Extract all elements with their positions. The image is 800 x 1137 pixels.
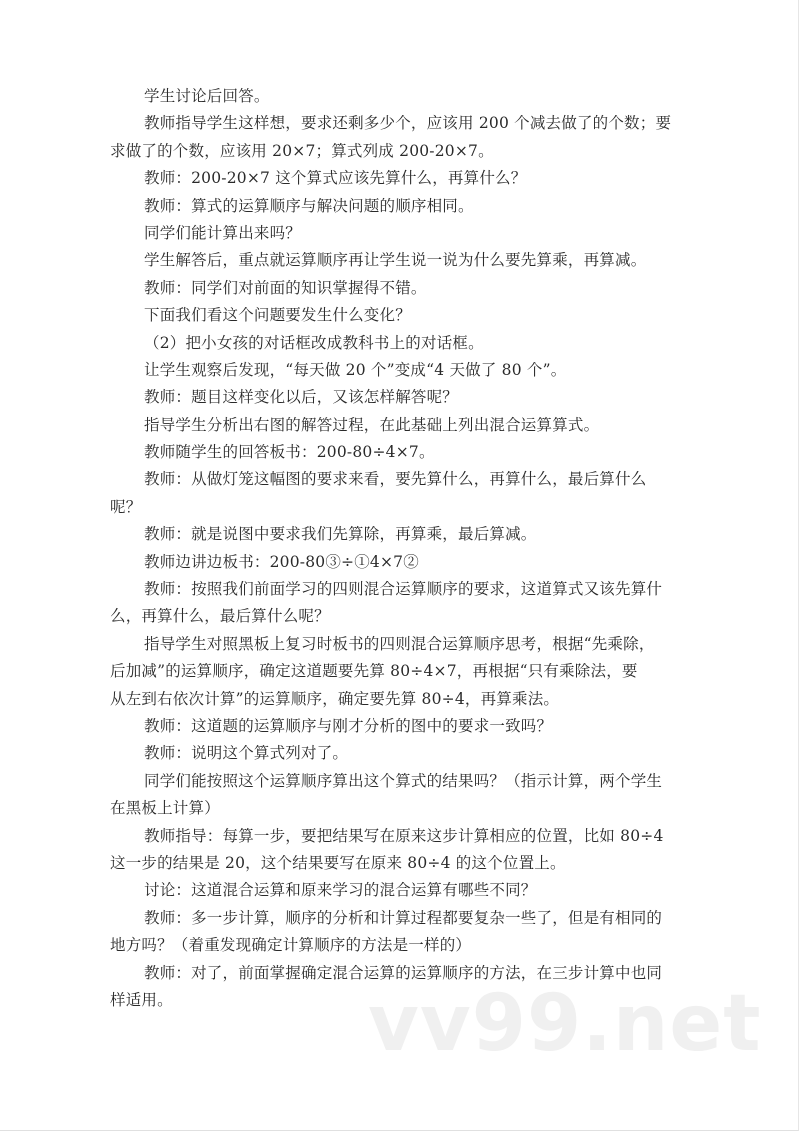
paragraph-line: 后加减”的运算顺序，确定这道题要先算 80÷4×7，再根据“只有乘除法，要 <box>110 662 638 681</box>
paragraph-line: 教师随学生的回答板书：200-80÷4×7。 <box>144 443 435 462</box>
paragraph-line: 指导学生分析出右图的解答过程，在此基础上列出混合运算算式。 <box>144 415 600 434</box>
paragraph-line: 下面我们看这个问题要发生什么变化？ <box>144 306 411 325</box>
paragraph-line: 教师：200-20×7 这个算式应该先算什么，再算什么？ <box>144 169 527 188</box>
paragraph-line: 教师边讲边板书：200-80③÷①4×7② <box>144 552 419 571</box>
paragraph-line: 教师：同学们对前面的知识掌握得不错。 <box>144 278 427 297</box>
paragraph-line: （2）把小女孩的对话框改成教科书上的对话框。 <box>144 333 484 352</box>
paragraph-line: 么，再算什么，最后算什么呢？ <box>110 607 330 626</box>
paragraph <box>110 576 690 631</box>
paragraph <box>110 220 690 247</box>
paragraph-line: 教师：算式的运算顺序与解决问题的顺序相同。 <box>144 196 474 215</box>
paragraph-line: 教师指导学生这样想，要求还剩多少个，应该用 200 个减去做了的个数；要 <box>144 114 672 133</box>
paragraph-line: 地方吗？（着重发现确定计算顺序的方法是一样的） <box>110 936 472 955</box>
paragraph <box>110 823 690 878</box>
paragraph <box>110 877 690 904</box>
paragraph <box>110 302 690 329</box>
paragraph-line: 呢？ <box>110 497 142 516</box>
paragraph <box>110 521 690 548</box>
paragraph <box>110 275 690 302</box>
paragraph-line: 教师：按照我们前面学习的四则混合运算顺序的要求，这道算式又该先算什 <box>144 580 663 599</box>
paragraph <box>110 466 690 521</box>
paragraph-line: 同学们能计算出来吗？ <box>144 223 302 242</box>
paragraph <box>110 165 690 192</box>
paragraph-line: 在黑板上计算） <box>110 799 220 818</box>
paragraph <box>110 247 690 274</box>
paragraph <box>110 193 690 220</box>
paragraph-line: 求做了的个数，应该用 20×7；算式列成 200-20×7。 <box>110 141 494 160</box>
paragraph-line: 教师：就是说图中要求我们先算除，再算乘，最后算减。 <box>144 525 537 544</box>
paragraph-line: 教师：从做灯笼这幅图的要求来看，要先算什么，再算什么，最后算什么 <box>144 470 647 489</box>
paragraph-line: 指导学生对照黑板上复习时板书的四则混合运算顺序思考，根据“先乘除， <box>144 634 655 653</box>
paragraph <box>110 384 690 411</box>
document-body <box>110 83 690 1014</box>
paragraph <box>110 905 690 960</box>
paragraph <box>110 412 690 439</box>
paragraph <box>110 357 690 384</box>
paragraph-line: 讨论：这道混合运算和原来学习的混合运算有哪些不同？ <box>144 881 537 900</box>
paragraph-line: 教师：题目这样变化以后，又该怎样解答呢？ <box>144 388 459 407</box>
paragraph <box>110 768 690 823</box>
paragraph <box>110 631 690 713</box>
paragraph-line: 样适用。 <box>110 990 173 1009</box>
paragraph <box>110 713 690 740</box>
paragraph-line: 教师指导：每算一步，要把结果写在原来这步计算相应的位置，比如 80÷4 <box>144 826 664 845</box>
paragraph <box>110 110 690 165</box>
paragraph-line: 教师：这道题的运算顺序与刚才分析的图中的要求一致吗？ <box>144 716 553 735</box>
paragraph-line: 教师：说明这个算式列对了。 <box>144 744 349 763</box>
paragraph <box>110 439 690 466</box>
paragraph-line: 同学们能按照这个运算顺序算出这个算式的结果吗？（指示计算，两个学生 <box>144 771 663 790</box>
paragraph-line: 学生讨论后回答。 <box>144 87 270 105</box>
watermark: vv99.net <box>368 979 762 1069</box>
paragraph <box>110 330 690 357</box>
paragraph-line: 让学生观察后发现，“每天做 20 个”变成“4 天做了 80 个”。 <box>144 360 567 379</box>
paragraph-line: 从左到右依次计算”的运算顺序，确定要先算 80÷4，再算乘法。 <box>110 689 560 708</box>
paragraph-line: 学生解答后，重点就运算顺序再让学生说一说为什么要先算乘，再算减。 <box>144 251 647 270</box>
paragraph-line: 教师：多一步计算，顺序的分析和计算过程都要复杂一些了，但是有相同的 <box>144 908 663 927</box>
paragraph-line: 教师：对了，前面掌握确定混合运算的运算顺序的方法，在三步计算中也同 <box>144 963 663 982</box>
paragraph <box>110 549 690 576</box>
paragraph <box>110 740 690 767</box>
paragraph-line: 这一步的结果是 20，这个结果要写在原来 80÷4 的这个位置上。 <box>110 853 566 872</box>
paragraph <box>110 83 690 110</box>
